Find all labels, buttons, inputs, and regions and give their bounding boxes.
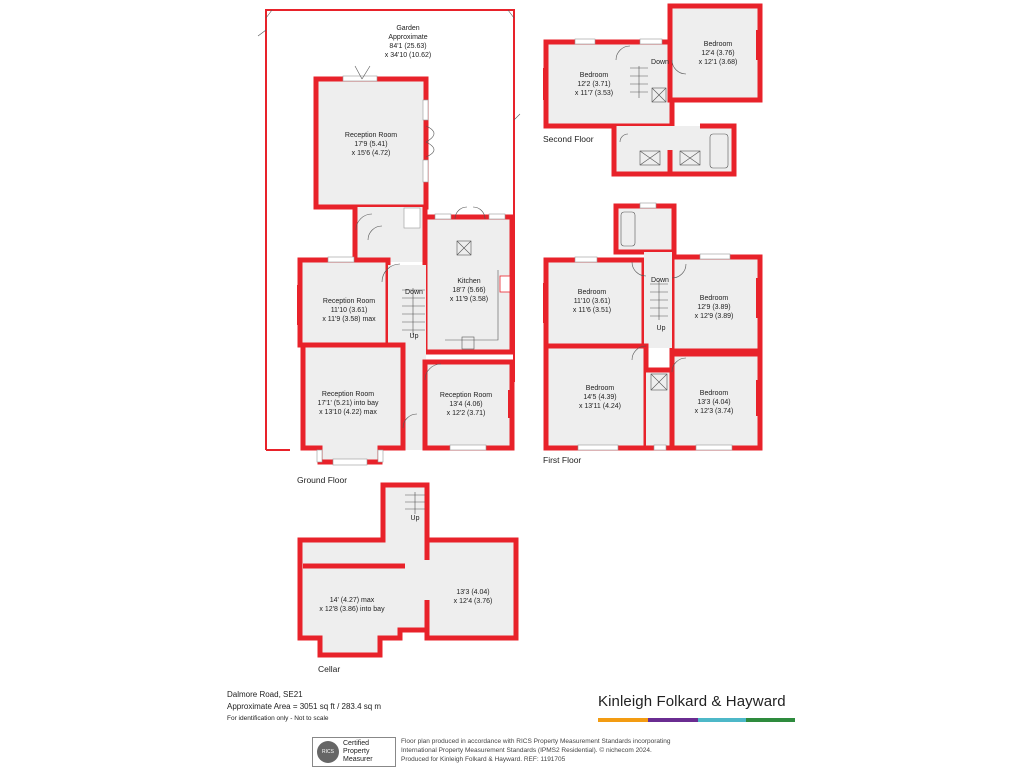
ff-room2-name: Bedroom: [699, 295, 729, 302]
ground-floor-plan: [297, 66, 512, 485]
ff-room4-dim1: 13'3 (4.04): [697, 399, 731, 406]
gf-room5-dim2: x 12'2 (3.71): [446, 410, 486, 417]
first-floor-label: First Floor: [543, 455, 582, 465]
first-down-label: Down: [651, 277, 669, 284]
ff-room2-dim1: 12'9 (3.89): [697, 304, 731, 311]
garden-dim2: x 34'10 (10.62): [384, 52, 432, 59]
gf-room1-dim2: x 15'6 (4.72): [351, 150, 391, 157]
cellar-room1-dim2: x 12'8 (3.86) into bay: [319, 606, 385, 613]
garden-title: Garden: [396, 25, 420, 32]
ff-room3-name: Bedroom: [585, 385, 615, 392]
ff-room3-dim2: x 13'11 (4.24): [578, 403, 622, 410]
second-floor-label: Second Floor: [543, 134, 594, 144]
gf-room4-dim1: 17'1' (5.21) into bay: [317, 400, 379, 407]
gf-room2-dim2: x 11'9 (3.58) max: [322, 316, 376, 323]
kitchen-name: Kitchen: [457, 278, 481, 285]
gf-room1-dim1: 17'9 (5.41): [354, 141, 388, 148]
brand-name: Kinleigh Folkard & Hayward: [598, 693, 786, 710]
ground-down-label: Down: [405, 289, 423, 296]
garden-approx: Approximate: [388, 34, 428, 41]
ground-floor-label: Ground Floor: [297, 475, 348, 485]
footer-note-line3: Produced for Kinleigh Folkard & Hayward. REF: 1191705: [401, 756, 566, 763]
address: Dalmore Road, SE21: [227, 690, 303, 699]
gf-room5-dim1: 13'4 (4.06): [449, 401, 483, 408]
cellar-room1-dim1: 14' (4.27) max: [329, 597, 375, 604]
ff-room1-dim2: x 11'6 (3.51): [572, 307, 612, 314]
brand-bar-purple: [648, 718, 698, 722]
gf-room1-name: Reception Room: [344, 132, 398, 139]
ff-room4-name: Bedroom: [699, 390, 729, 397]
cellar-room2-dim2: x 12'4 (3.76): [453, 598, 493, 605]
rics-line3: Measurer: [343, 756, 373, 763]
ff-room2-dim2: x 12'9 (3.89): [694, 313, 734, 320]
sf-room1-dim2: x 11'7 (3.53): [574, 90, 614, 97]
garden-dim1: 84'1 (25.63): [389, 43, 427, 50]
cellar-label: Cellar: [318, 664, 341, 674]
gf-room4-dim2: x 13'10 (4.22) max: [319, 409, 377, 416]
footer-note: [401, 737, 671, 764]
ff-room4-dim2: x 12'3 (3.74): [694, 408, 734, 415]
sf-room1-dim1: 12'2 (3.71): [577, 81, 611, 88]
rics-line1: Certified: [343, 740, 370, 747]
first-floor-plan: [543, 203, 760, 465]
sf-room2-dim2: x 12'1 (3.68): [698, 59, 738, 66]
rics-seal-icon: RICS: [317, 741, 339, 763]
brand-bar-green: [746, 718, 795, 722]
disclaimer: For identification only - Not to scale: [227, 715, 329, 722]
ff-room1-name: Bedroom: [577, 289, 607, 296]
rics-badge: [312, 737, 396, 767]
cellar-room2-dim1: 13'3 (4.04): [456, 589, 490, 596]
ff-room3-dim1: 14'5 (4.39): [583, 394, 617, 401]
first-up-label: Up: [656, 325, 666, 332]
sf-room2-dim1: 12'4 (3.76): [701, 50, 735, 57]
sf-room1-name: Bedroom: [579, 72, 609, 79]
approximate-area: Approximate Area = 3051 sq ft / 283.4 sq m: [227, 702, 382, 711]
cellar-plan: [300, 485, 516, 674]
rics-text: [343, 740, 373, 764]
gf-room2-dim1: 11'10 (3.61): [330, 307, 368, 314]
cellar-up-label: Up: [410, 515, 420, 522]
brand-bar-teal: [698, 718, 746, 722]
ground-up-label: Up: [409, 333, 419, 340]
second-floor-plan: [543, 6, 760, 174]
second-down-label: Down: [651, 59, 669, 66]
footer-note-line2: International Property Measurement Standards (IPMS2 Residential). © nichecom 2024.: [401, 747, 652, 754]
kitchen-dim2: x 11'9 (3.58): [449, 296, 489, 303]
gf-room2-name: Reception Room: [322, 298, 376, 305]
sf-room2-name: Bedroom: [703, 41, 733, 48]
gf-room4-name: Reception Room: [321, 391, 375, 398]
footer-note-line1: Floor plan produced in accordance with RICS Property Measurement Standards incorporating: [401, 738, 671, 745]
brand-bar-orange: [598, 718, 648, 722]
gf-room5-name: Reception Room: [439, 392, 493, 399]
ff-room1-dim1: 11'10 (3.61): [573, 298, 611, 305]
rics-line2: Property: [343, 748, 370, 755]
kitchen-dim1: 18'7 (5.66): [452, 287, 486, 294]
